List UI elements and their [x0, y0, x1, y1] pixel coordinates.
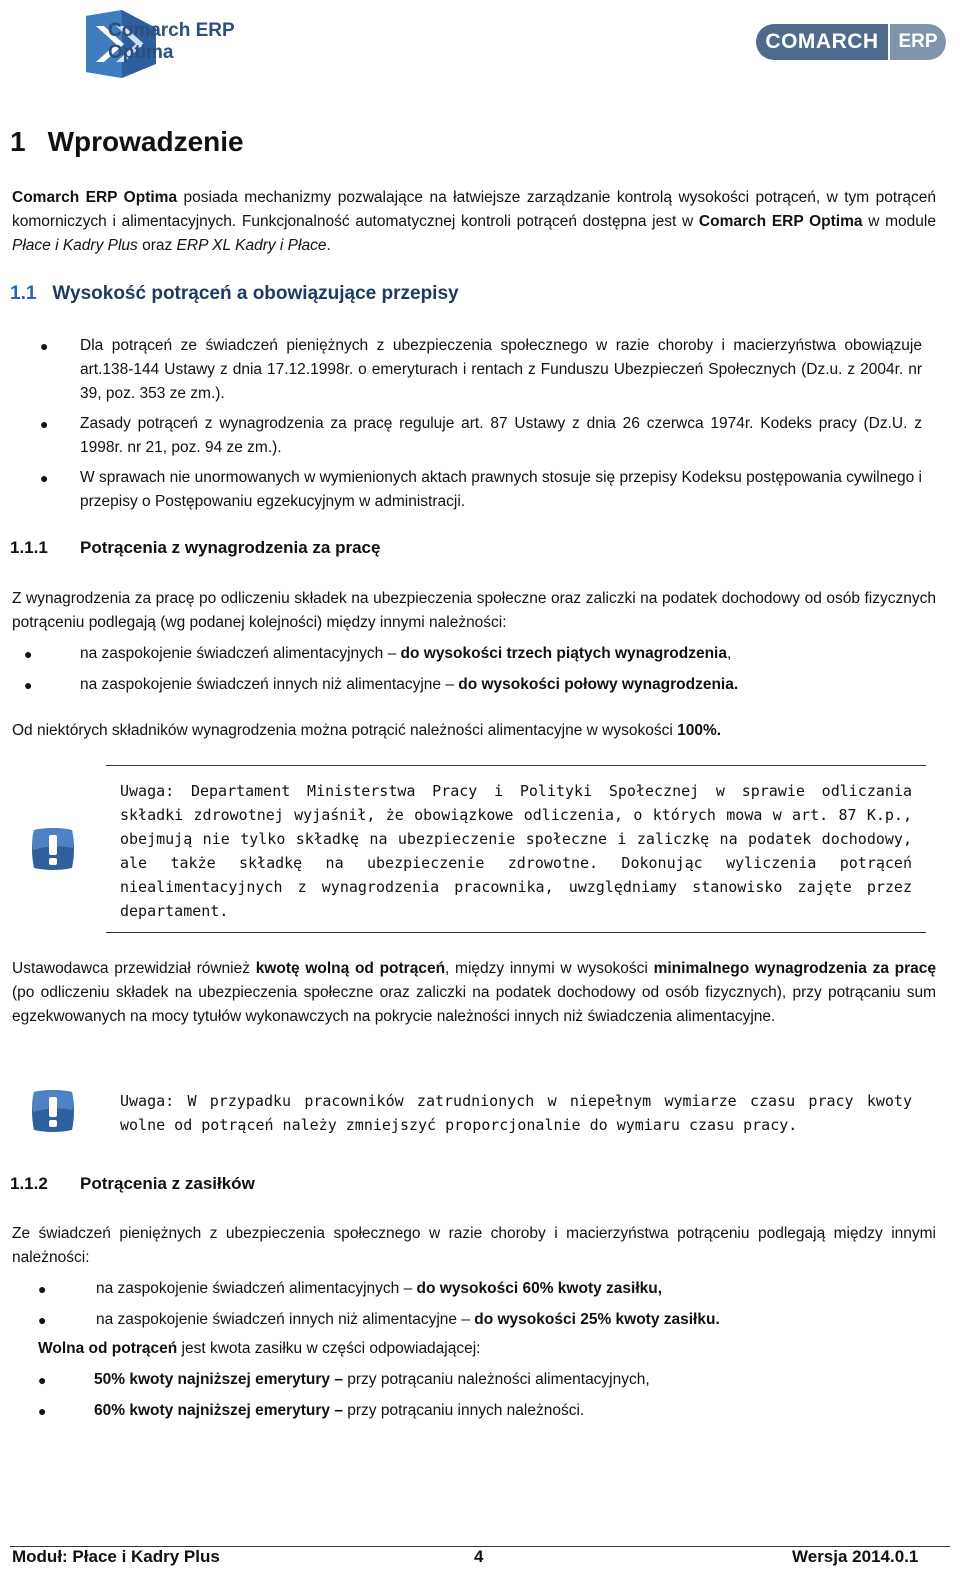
section-title: Wprowadzenie [47, 126, 244, 157]
footer-module: Moduł: Płace i Kadry Plus [12, 1547, 220, 1566]
bullet-icon: ● [24, 646, 33, 662]
benefits-deductions-list [38, 1277, 922, 1332]
wage-deductions-intro: Z wynagrodzenia za pracę po odliczeniu składek na ubezpieczenia społeczne oraz zaliczki na podatek dochodowy od osób fizycznych potrąceniu podlegają (wg podanej kolejności) między innymi należności: [12, 590, 936, 631]
section-number: 1.1.1 [10, 538, 48, 557]
exclamation-icon [28, 826, 78, 872]
footer-page-number: 4 [474, 1547, 484, 1566]
list-item: ● W sprawach nie unormowanych w wymienionych aktach prawnych stosuje się przepisy Kodeksu postępowania cywilnego i przepisy o Postępowaniu egzekucyjnym w administracji. [40, 466, 922, 514]
product-logo-line2: Optima [108, 42, 174, 63]
section-number: 1 [10, 126, 26, 157]
section-number: 1.1 [10, 283, 37, 304]
bullet-icon: ● [40, 416, 49, 432]
free-amount-list [38, 1368, 922, 1423]
regulations-list [40, 334, 922, 514]
section-1-1-heading [10, 283, 459, 305]
bullet-icon: ● [24, 677, 33, 693]
product-logo-text [108, 20, 235, 64]
bullet-icon: ● [40, 338, 49, 354]
bullet-icon: ● [40, 470, 49, 486]
section-1-1-2-heading [10, 1174, 255, 1194]
brand-logo-comarch: COMARCH [756, 24, 888, 60]
list-item: ● na zaspokojenie świadczeń innych niż alimentacyjne – do wysokości 25% kwoty zasiłku. [38, 1308, 922, 1332]
free-amount-paragraph: Ustawodawca przewidział również kwotę wolną od potrąceń, między innymi w wysokości minimalnego wynagrodzenia za pracę (po odliczeniu składek na ubezpieczenia społeczne oraz zaliczki na podatek dochodowy od osób fizycznych), przy potrącaniu sum egzekwowanych na mocy tytułów wykonawczych na pokrycie należności innych niż świadczenia alimentacyjne. [12, 960, 936, 1025]
wage-deductions-list [12, 642, 922, 697]
section-title: Potrącenia z zasiłków [80, 1174, 255, 1193]
list-item: ● 50% kwoty najniższej emerytury – przy potrącaniu należności alimentacyjnych, [38, 1368, 922, 1392]
list-item: ● na zaspokojenie świadczeń alimentacyjnych – do wysokości trzech piątych wynagrodzenia, [12, 642, 922, 666]
brand-logo-erp: ERP [890, 24, 946, 60]
free-amount-benefits-line: Wolna od potrąceń jest kwota zasiłku w części odpowiadającej: [38, 1340, 481, 1357]
list-item: ● na zaspokojenie świadczeń innych niż alimentacyjne – do wysokości połowy wynagrodzenia. [12, 673, 922, 697]
intro-paragraph: Comarch ERP Optima posiada mechanizmy pozwalające na łatwiejsze zarządzanie kontrolą wysokości potrąceń, w tym potrąceń komorniczych i alimentacyjnych. Funkcjonalność automatycznej kontroli potrąceń dostępna jest w Comarch ERP Optima w module Płace i Kadry Plus oraz ERP XL Kadry i Płace. [12, 189, 936, 254]
list-item: ● 60% kwoty najniższej emerytury – przy potrącaniu innych należności. [38, 1399, 922, 1423]
exclamation-icon [28, 1088, 78, 1134]
bullet-icon: ● [38, 1312, 47, 1328]
bullet-icon: ● [38, 1403, 47, 1419]
note-text: Uwaga: W przypadku pracowników zatrudnionych w niepełnym wymiarze czasu pracy kwoty wolne od potrąceń należy zmniejszyć proporcjonalnie do wymiaru czasu pracy. [120, 1092, 912, 1134]
product-logo-line1: Comarch ERP [108, 20, 235, 41]
section-title: Potrącenia z wynagrodzenia za pracę [80, 538, 381, 557]
list-item: ● na zaspokojenie świadczeń alimentacyjnych – do wysokości 60% kwoty zasiłku, [38, 1277, 922, 1301]
section-number: 1.1.2 [10, 1174, 48, 1193]
section-1-heading [10, 126, 244, 158]
list-item: ● Zasady potrąceń z wynagrodzenia za pracę reguluje art. 87 Ustawy z dnia 26 czerwca 1974r. Kodeks pracy (Dz.U. z 1998r. nr 21, poz. 94 ze zm.). [40, 412, 922, 460]
section-title: Wysokość potrąceń a obowiązujące przepisy [52, 283, 459, 304]
bullet-icon: ● [38, 1372, 47, 1388]
bullet-icon: ● [38, 1281, 47, 1297]
alimony-100-line: Od niektórych składników wynagrodzenia można potrącić należności alimentacyjne w wysokości 100%. [12, 722, 722, 739]
list-item: ● Dla potrąceń ze świadczeń pieniężnych z ubezpieczenia społecznego w razie choroby i macierzyństwa obowiązuje art.138-144 Ustawy z dnia 17.12.1998r. o emeryturach i rentach z Funduszu Ubezpieczeń Społecznych (Dz.u. z 2004r. nr 39, poz. 353 ze zm.). [40, 334, 922, 406]
note-text: Uwaga: Departament Ministerstwa Pracy i Polityki Społecznej w sprawie odliczania składki zdrowotnej wyjaśnił, że obowiązkowe odliczenia, o których mowa w art. 87 K.p., obejmują nie tylko składkę na ubezpieczenie społeczne i zaliczkę na podatek dochodowy, ale także składkę na ubezpieczenie zdrowotne. Dokonując wyliczenia potrąceń niealimentacyjnych z wynagrodzenia pracownika, uwzględniamy stanowisko zajęte przez departament. [120, 782, 912, 920]
note-box-health-contribution [106, 765, 926, 933]
comarch-erp-brand-logo [756, 24, 946, 62]
footer-version: Wersja 2014.0.1 [792, 1547, 919, 1566]
note-box-part-time [106, 1076, 926, 1146]
benefits-deductions-intro: Ze świadczeń pieniężnych z ubezpieczenia społecznego w razie choroby i macierzyństwa potrąceniu podlegają między innymi należności: [12, 1225, 936, 1266]
section-1-1-1-heading [10, 538, 380, 558]
